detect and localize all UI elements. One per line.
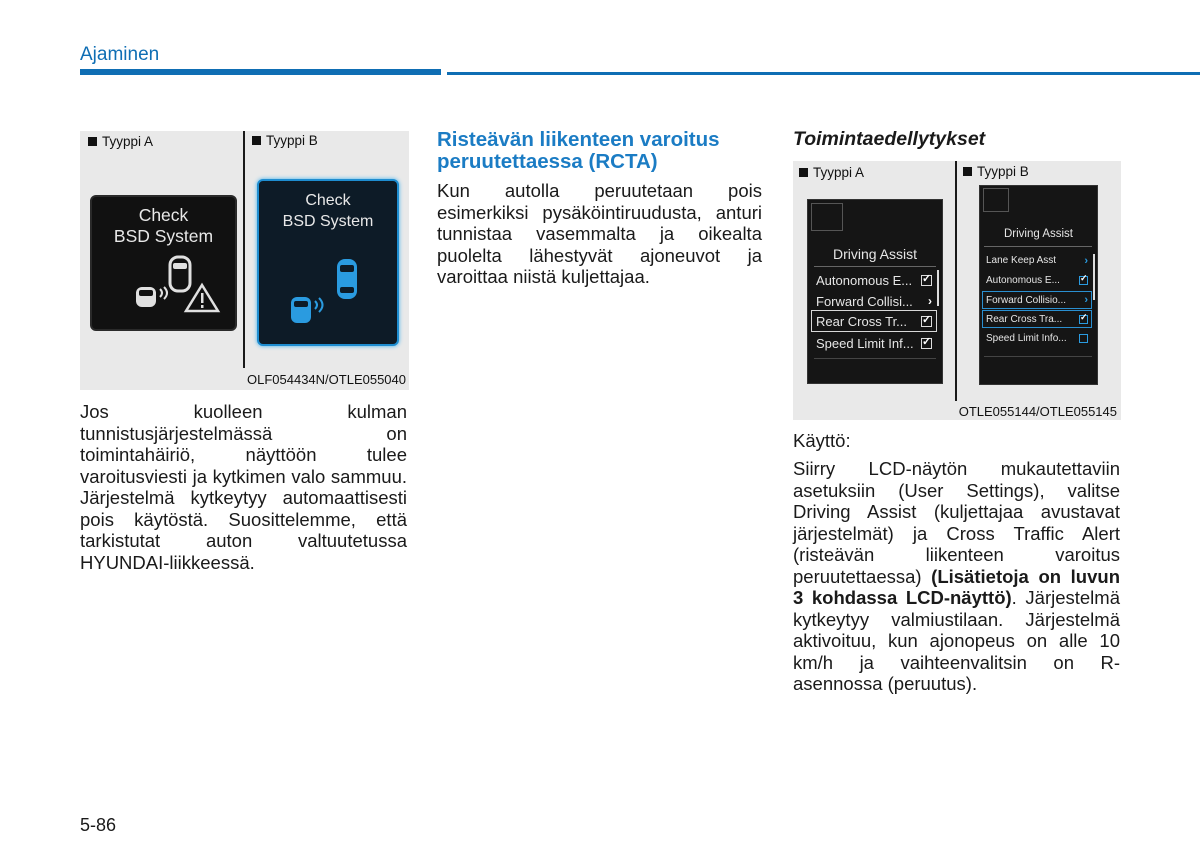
checkbox-checked-icon <box>921 338 932 349</box>
figure-label-type-a: Tyyppi A <box>88 134 153 149</box>
menu-b-item-rear-cross <box>982 310 1092 328</box>
checkbox-checked-icon <box>921 275 932 286</box>
menu-b-item-label: Autonomous E... <box>986 275 1060 286</box>
rcta-paragraph: Kun autolla peruutetaan pois esimerkiksi pysäköintiruudusta, anturi tunnistaa vasemmalta ja oikealta puolelta lähestyvät ajoneuvot ja varoittaa niistä kuljettajaa. <box>437 180 762 287</box>
menu-screen-b <box>979 185 1098 385</box>
menu-b-back-box <box>983 188 1009 212</box>
conditions-heading: Toimintaedellytykset <box>793 128 986 150</box>
menu-b-title: Driving Assist <box>1003 228 1074 240</box>
figure-code: OLF054434N/OTLE055040 <box>247 372 406 387</box>
menu-a-title-rule <box>814 266 936 267</box>
menu-a-item-label: Autonomous E... <box>816 272 913 288</box>
menu-a-item-rear-cross <box>811 310 937 332</box>
menu-a-item-label: Rear Cross Tr... <box>816 313 908 329</box>
menu-figure-label-type-b: Tyyppi B <box>963 164 1029 179</box>
menu-b-scrollbar <box>1093 254 1095 300</box>
menu-b-item-speed-limit <box>983 330 1091 347</box>
menu-a-bottom-rule <box>814 358 936 359</box>
menu-b-item-label: Lane Keep Asst <box>986 255 1057 266</box>
bsd-screen-b <box>257 179 399 346</box>
usage-paragraph-bold: (Lisätietoja on luvun 3 kohdassa LCD-näyttö) <box>793 565 1120 608</box>
usage-label: Käyttö: <box>793 430 851 451</box>
usage-paragraph-part1: Siirry LCD-näytön mukautettaviin asetuksiin (User Settings), valitse Driving Assist (kuljettajaa avustavat järjestelmät) ja Cross Traffic Alert (risteävän liikenteen varoitus peruutettaessa) <box>793 458 1120 587</box>
menu-b-item-autonomous <box>983 272 1091 289</box>
bsd-car-blue-icon <box>287 255 373 331</box>
menu-screen-a <box>807 199 943 384</box>
menu-figure-label-type-a: Tyyppi A <box>799 165 864 180</box>
checkbox-checked-icon <box>921 316 932 327</box>
menu-a-scrollbar <box>937 270 939 306</box>
bsd-screen-a <box>90 195 237 331</box>
screen-a-line2: BSD System <box>113 226 214 246</box>
menu-a-title: Driving Assist <box>832 246 918 262</box>
menu-figure-code: OTLE055144/OTLE055145 <box>958 404 1117 419</box>
header-rule-thin <box>447 72 1200 75</box>
rcta-heading-line2: peruutettaessa (RCTA) <box>437 150 658 173</box>
menu-a-item-label: Forward Collisi... <box>816 293 913 309</box>
chevron-right-icon: › <box>928 294 932 308</box>
menu-figure-divider <box>955 161 957 401</box>
page-number: 5-86 <box>80 815 117 835</box>
usage-paragraph <box>793 458 1120 695</box>
bsd-figure <box>80 131 409 390</box>
menu-a-item-label: Speed Limit Inf... <box>816 335 914 351</box>
screen-b-line1: Check <box>305 192 351 209</box>
rcta-heading-line1: Risteävän liikenteen varoitus <box>437 128 720 151</box>
bsd-car-warning-icon <box>130 253 222 319</box>
menu-b-item-label: Speed Limit Info... <box>986 333 1067 344</box>
chevron-right-icon: › <box>1084 294 1088 306</box>
menu-a-item-speed-limit <box>812 333 936 353</box>
menu-a-back-box <box>811 203 843 231</box>
menu-b-bottom-rule <box>984 356 1092 357</box>
checkbox-checked-icon <box>1079 276 1088 285</box>
menu-b-item-label: Rear Cross Tra... <box>986 313 1063 325</box>
menu-figure <box>793 161 1121 420</box>
screen-b-line2: BSD System <box>282 213 374 230</box>
checkbox-unchecked-icon <box>1079 334 1088 343</box>
bsd-malfunction-paragraph: Jos kuolleen kulman tunnistusjärjestelmässä on toimintahäiriö, näyttöön tulee varoitusviesti ja kytkimen valo sammuu. Järjestelmä kytkeytyy automaattisesti pois käytöstä. Suosittelemme, että tarkistutat auton valtuutetussa HYUNDAI-liikkeessä. <box>80 401 407 573</box>
chevron-right-icon: › <box>1084 254 1088 267</box>
menu-a-item-forward <box>812 291 936 311</box>
usage-paragraph-part2: . Järjestelmä kytkeytyy valmiustilaan. Järjestelmä aktivoituu, kun ajonopeus on alle 10 km/h ja vaihteenvalitsin on R-asennossa (peruutus). <box>793 587 1120 694</box>
menu-b-title-rule <box>984 246 1092 247</box>
screen-a-line1: Check <box>138 205 189 225</box>
figure-divider <box>243 131 245 368</box>
menu-a-item-autonomous <box>812 270 936 290</box>
section-title: Ajaminen <box>80 44 160 65</box>
menu-b-item-lane-keep <box>983 252 1091 269</box>
menu-b-item-forward <box>982 291 1092 309</box>
menu-b-item-label: Forward Collisio... <box>986 294 1067 306</box>
figure-label-type-b: Tyyppi B <box>252 133 318 148</box>
checkbox-checked-icon <box>1079 315 1088 324</box>
header-rule-thick <box>80 69 441 75</box>
